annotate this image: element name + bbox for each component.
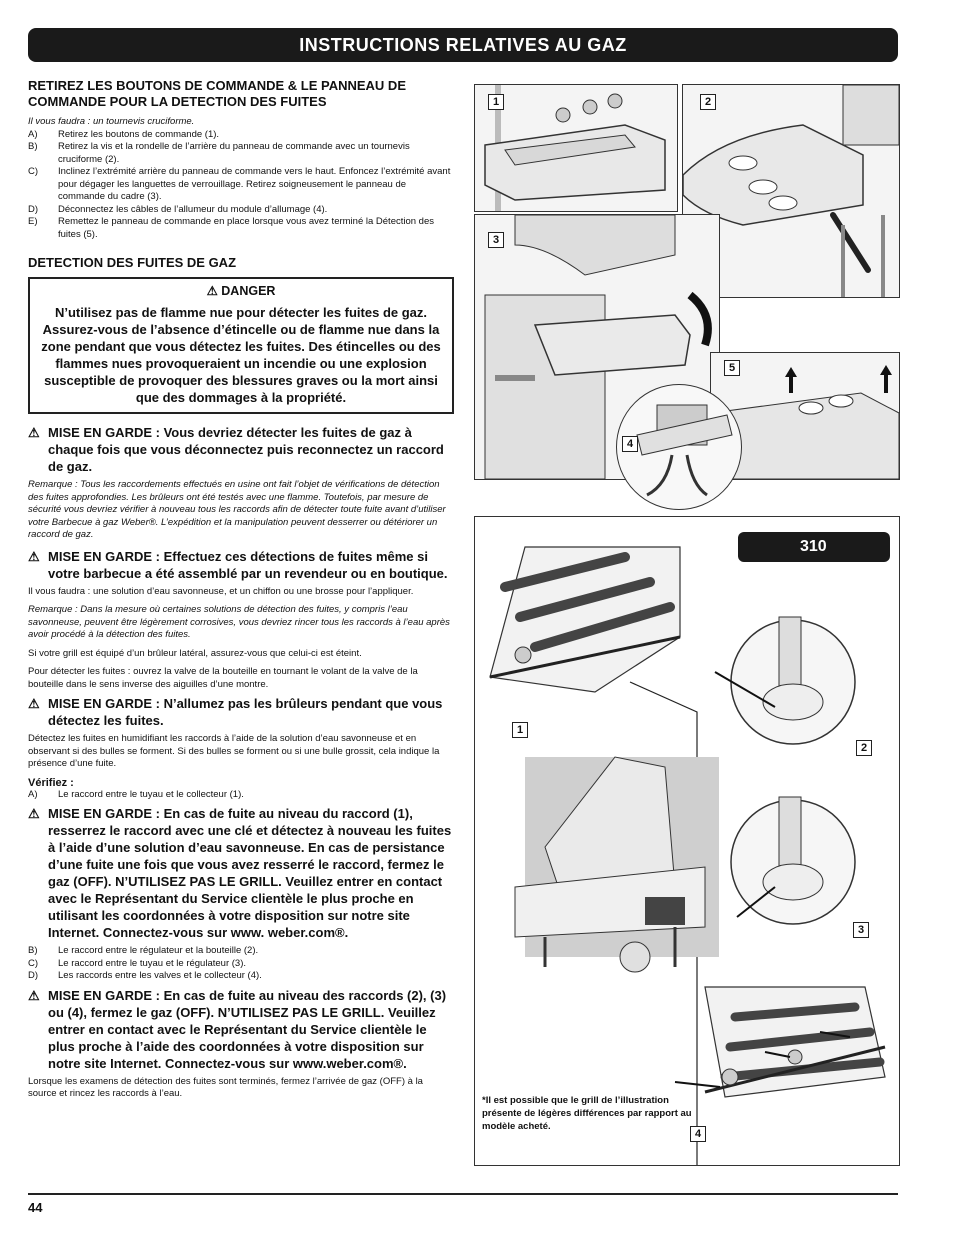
note-1: Remarque : Tous les raccordements effectués en usine ont fait l’objet de vérifications de détection des fuites approfondies. Les brûleurs ont été testés avec une flamme. Toutefois, par mesure de sécurité vous devriez vérifier à nouveau tous les raccords afin de détecter toute fuite avant d’utiliser votre Barbecue à gaz Weber®. L’expédition et la manipulation peuvent desserrer ou détériorer un raccord de gaz. <box>28 479 446 540</box>
figure-label-5: 5 <box>724 360 740 376</box>
danger-title: DANGER <box>221 284 276 298</box>
text-column <box>28 78 454 1107</box>
section-title-leak: DETECTION DES FUITES DE GAZ <box>28 255 237 270</box>
note-2: Remarque : Dans la mesure où certaines solutions de détection des fuites, y compris l’eau savonneuse, peuvent être légèrement corrosives, vous devriez rincer tous les raccords à l’eau après avoir procédé à la détection des fuites. <box>28 604 450 640</box>
step-e: E) Remettez le panneau de commande en place lorsque vous avez terminé la Détection des fuites (5). <box>28 216 434 240</box>
removal-steps <box>28 129 454 242</box>
page-number: 44 <box>28 1200 43 1215</box>
step-c: C) Inclinez l’extrémité arrière du panneau de commande vers le haut. Enfoncez l’extrémité avant pour dégager les languettes de verrouillage. Retirez soigneusement le panneau de commande du cadre (3). <box>28 166 451 202</box>
paragraph-open-valve: Pour détecter les fuites : ouvrez la valve de la bouteille en tournant le volant de la valve de la bouteille dans le sens inverse des aiguilles d’une montre. <box>28 666 418 690</box>
control-knobs-illustration <box>475 85 677 211</box>
step-a: A) Retirez les boutons de commande (1). <box>28 128 220 140</box>
figure-label-2: 2 <box>700 94 716 110</box>
check-a: A) Le raccord entre le tuyau et le collecteur (1). <box>28 788 244 800</box>
danger-box <box>28 277 454 414</box>
step-b: B) Retirez la vis et la rondelle de l’arrière du panneau de commande avec un tournevis cruciforme (2). <box>28 141 410 165</box>
paragraph-finish: Lorsque les examens de détection des fuites sont terminés, fermez l’arrivée de gaz (OFF) à la source et rincez les raccords à l’eau. <box>28 1075 423 1099</box>
warning-icon: ⚠ <box>28 696 40 711</box>
figure-label-leak-2: 2 <box>856 740 872 756</box>
checks-bcd: B) Le raccord entre le régulateur et la bouteille (2). C) Le raccord entre le tuyau et le régulateur (3). D) Les raccords entre les valves et le collecteur (4). <box>28 945 262 981</box>
paragraph-tools: Il vous faudra : une solution d’eau savonneuse, et un chiffon ou une brosse pour l’appliquer. <box>28 585 414 597</box>
figure-label-1: 1 <box>488 94 504 110</box>
check-title: Vérifiez : <box>28 776 74 789</box>
paragraph-detect: Détectez les fuites en humidifiant les raccords à l’aide de la solution d’eau savonneuse et en observant si des bulles se forment. Si des bulles se forment ou si une bulle grossit, cela indique la présence d’une fuite. <box>28 733 440 769</box>
warning-1: ⚠ MISE EN GARDE : Vous devriez détecter les fuites de gaz à chaque fois que vous déconnectez puis reconnectez un raccord de gaz. <box>28 425 444 474</box>
footer-divider <box>28 1193 898 1195</box>
figure-label-4: 4 <box>622 436 638 452</box>
paragraph-side-burner: Si votre grill est équipé d’un brûleur latéral, assurez-vous que celui-ci est éteint. <box>28 647 362 659</box>
warning-4: ⚠ MISE EN GARDE : En cas de fuite au niveau du raccord (1), resserrez le raccord avec une clé et détectez à nouveau les fuites à l’aide d’une solution d’eau savonneuse. En cas de persistance d’une fuite une fois que vous avez resserré le raccord, fermez le gaz (OFF). N’UTILISEZ PAS LE GRILL. Veuillez entrer en contact avec le Représentant du Service clientèle le plus proche en utilisant les coordonnées à votre disposition sur notre site Internet. Connectez-vous sur www. weber.com®. <box>28 806 452 940</box>
figure-label-leak-3: 3 <box>853 922 869 938</box>
section-title-removal: RETIREZ LES BOUTONS DE COMMANDE & LE PANNEAU DE COMMANDE POUR LA DETECTION DES FUITES <box>28 78 406 109</box>
figure-label-leak-4: 4 <box>690 1126 706 1142</box>
danger-body: N’utilisez pas de flamme nue pour détecter les fuites de gaz. Assurez-vous de l’absence d’étincelle ou de flamme nue dans la zone pendant que vous détectez les fuites. Des étincelles ou des flammes nues provoqueraient un incendie ou une explosion susceptible de provoquer des blessures graves ou la mort ainsi que des dommages à la propriété. <box>41 305 441 405</box>
figure-label-leak-1: 1 <box>512 722 528 738</box>
tools-needed: Il vous faudra : un tournevis cruciforme. <box>28 116 195 127</box>
figure-leak-points <box>474 516 900 1166</box>
warning-2: ⚠ MISE EN GARDE : Effectuez ces détections de fuites même si votre barbecue a été assemblé par un revendeur ou en boutique. <box>28 548 448 581</box>
warning-icon: ⚠ <box>28 425 40 440</box>
figure-note: *Il est possible que le grill de l’illustration présente de légères différences par rapport au modèle acheté. <box>482 1095 692 1132</box>
step-d: D) Déconnectez les câbles de l’allumeur du module d’allumage (4). <box>28 203 328 215</box>
warning-icon: ⚠ <box>206 284 218 298</box>
warning-icon: ⚠ <box>28 548 40 564</box>
figure-step-1 <box>474 84 678 212</box>
warning-5: ⚠ MISE EN GARDE : En cas de fuite au niveau des raccords (2), (3) ou (4), fermez le gaz (OFF). N’UTILISEZ PAS LE GRILL. Veuillez entrer en contact avec le Représentant du Service clientèle le plus proche à l’aide des coordonnées à votre disposition sur notre site Internet. Connectez-vous sur www.weber.com®. <box>28 987 447 1071</box>
figure-label-3: 3 <box>488 232 504 248</box>
page-header <box>28 28 898 62</box>
warning-icon: ⚠ <box>28 806 40 821</box>
leak-check-illustration <box>475 517 899 1165</box>
warning-icon: ⚠ <box>28 987 40 1003</box>
warning-3: ⚠ MISE EN GARDE : N’allumez pas les brûleurs pendant que vous détectez les fuites. <box>28 696 443 728</box>
model-badge: 310 <box>738 532 890 562</box>
page-title: INSTRUCTIONS RELATIVES AU GAZ <box>299 35 627 55</box>
